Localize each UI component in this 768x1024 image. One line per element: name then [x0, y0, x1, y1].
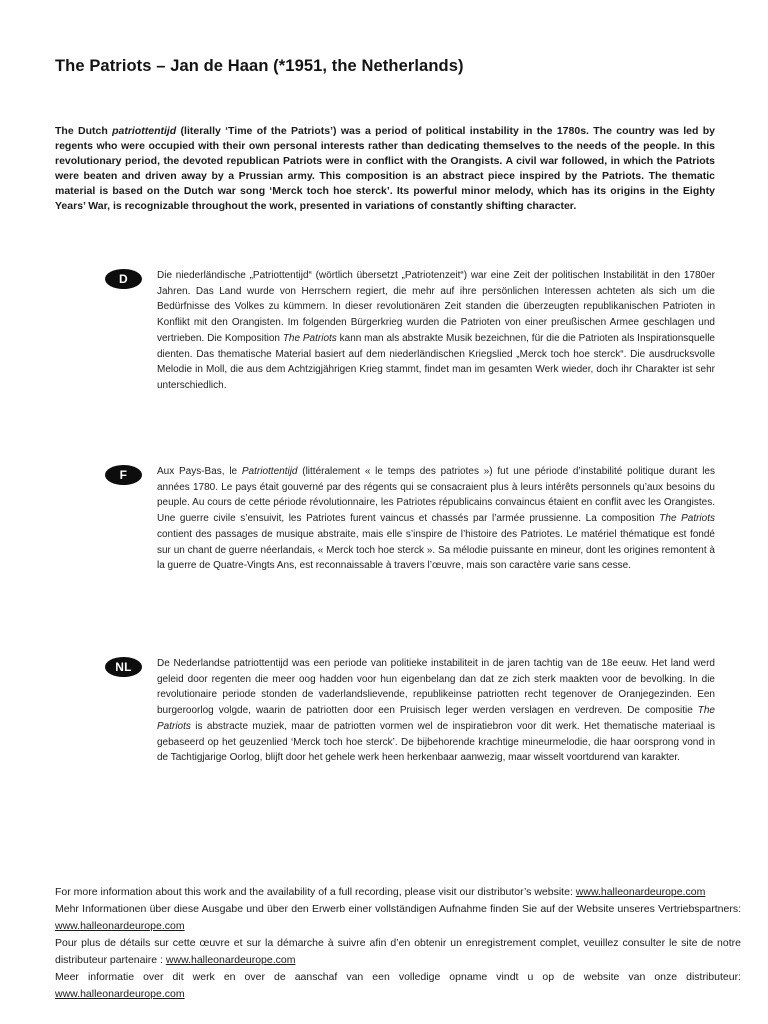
footer-text: Mehr Informationen über diese Ausgabe und über den Erwerb einer vollständigen Aufnahme finden Sie auf der Website unseres Vertriebspartners:	[55, 903, 741, 915]
footer-text: Pour plus de détails sur cette œuvre et sur la démarche à suivre afin d’en obtenir un enregistrement complet, veuillez consulter le site de notre distributeur partenaire :	[55, 937, 741, 966]
footer-text: For more information about this work and the availability of a full recording, please visit our distributor’s website:	[55, 886, 576, 898]
section-german	[55, 268, 715, 394]
distributor-link-dutch[interactable]: www.halleonardeurope.com	[55, 988, 185, 1000]
section-dutch	[55, 656, 715, 766]
footer-line-dutch	[55, 969, 741, 1003]
paragraph-french: Aux Pays-Bas, le Patriottentijd (littéralement « le temps des patriotes ») fut une période d’instabilité politique durant les années 1780. Le pays était gouverné par des régents qui se consacraient plus à leurs intérêts personnels qu’aux besoins du peuple. Au cours de cette période révolutionnaire, les Patriotes républicains convaincus étaient en conflit avec les Orangistes. Une guerre civile s’ensuivit, les Patriotes furent vaincus et chassés par l’armée prussienne. La composition The Patriots contient des passages de musique abstraite, mais elle s’inspire de l’histoire des Patriotes. Le matériel thématique est fondé sur un chant de guerre néerlandais, « Merck toch hoe sterck ». Sa mélodie puissante en mineur, dont les origines remontent à la guerre de Quatre-Vingts Ans, est reconnaissable à travers l’œuvre, mais son caractère varie sans cesse.	[157, 466, 715, 572]
paragraph-german: Die niederländische „Patriottentijd“ (wörtlich übersetzt „Patriotenzeit“) war eine Zeit der politischen Instabilität in den 1780er Jahren. Das Land wurde von Herrschern regiert, die mehr auf ihre persönlichen Interessen achteten als sich um die Bedürfnisse des Volkes zu kümmern. In dieser revolutionären Zeit standen die überzeugten republikanischen Patrioten in Konflikt mit den Orangisten. Im folgenden Bürgerkrieg wurden die Patrioten von einer preußischen Armee geschlagen und vertrieben. Die Komposition The Patriots kann man als abstrakte Musik bezeichnen, für die die Patrioten als Inspirationsquelle dienten. Das thematische Material basiert auf dem niederländischen Kriegslied „Merck toch hoe sterck“. Die ausdrucksvolle Melodie in Moll, die aus dem Achtzigjährigen Krieg stammt, findet man im gesamten Werk wieder, doch ihr Charakter ist sehr unterschiedlich.	[157, 270, 715, 391]
paragraph-dutch: De Nederlandse patriottentijd was een periode van politieke instabiliteit in de jaren tachtig van de 18e eeuw. Het land werd geleid door regenten die meer oog hadden voor hun eigenbelang dan dat ze zich sterk maakten voor de bevolking. In die revolutionaire periode stonden de vaderlandslievende, republikeinse patriotten recht tegenover de Oranjegezinden. Een burgeroorlog volgde, waarin de patriotten door een Pruisisch leger werden verslagen en verdreven. De compositie The Patriots is abstracte muziek, maar de patriotten vormen wel de inspiratiebron voor dit werk. Het thematische materiaal is gebaseerd op het geuzenlied ‘Merck toch hoe sterck’. De bijbehorende krachtige mineurmelodie, die haar oorsprong vond in de Tachtigjarige Oorlog, blijft door het gehele werk heen herkenbaar aanwezig, maar wisselt voortdurend van karakter.	[157, 658, 715, 764]
distributor-link-english[interactable]: www.halleonardeurope.com	[575, 886, 706, 898]
footer-line-french	[55, 935, 741, 969]
language-badge-f: F	[105, 465, 142, 485]
language-badge-nl: NL	[105, 657, 142, 677]
distributor-link-french[interactable]: www.halleonardeurope.com	[165, 954, 296, 966]
language-badge-d: D	[105, 269, 142, 289]
section-french	[55, 464, 715, 574]
intro-paragraph-english: The Dutch patriottentijd (literally ‘Time of the Patriots’) was a period of political instability in the 1780s. The country was led by regents who were occupied with their own personal interests rather than dedicating themselves to the needs of the people. In this revolutionary period, the devoted republican Patriots were in conflict with the Orangists. A civil war followed, in which the Patriots were beaten and driven away by a Prussian army. This composition is an abstract piece inspired by the Patriots. The thematic material is based on the Dutch war song ‘Merck toch hoe sterck’. Its powerful minor melody, which has its origins in the Eighty Years’ War, is recognizable throughout the work, presented in variations of constantly shifting character.	[55, 125, 715, 212]
distributor-link-german[interactable]: www.halleonardeurope.com	[55, 920, 185, 932]
footer-line-english	[55, 884, 741, 901]
footer-text: Meer informatie over dit werk en over de aanschaf van een volledige opname vindt u op de website van onze distributeur:	[55, 971, 741, 983]
page-title: The Patriots – Jan de Haan (*1951, the Netherlands)	[55, 57, 464, 75]
footer-line-german	[55, 901, 741, 935]
distributor-footer	[55, 884, 741, 1003]
